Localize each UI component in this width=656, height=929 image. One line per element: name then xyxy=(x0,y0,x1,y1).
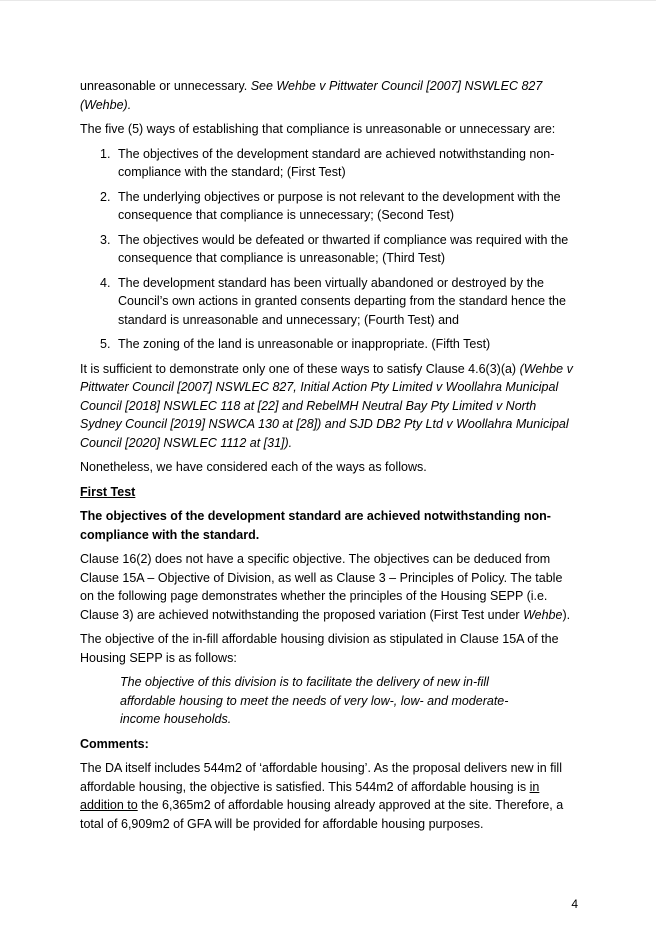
da-text-end: the 6,365m2 of affordable housing already approved at the site. Therefore, a total of 6,909m2 of GFA will be provided for affordable housing purposes. xyxy=(80,798,564,831)
paragraph-sufficient-citation xyxy=(80,360,578,453)
in-addition-to-emphasis: in addition to xyxy=(80,779,540,812)
test-list-item-5 xyxy=(80,335,578,354)
list-number: 1. xyxy=(100,146,111,161)
clause16-text: Clause 16(2) does not have a specific objective. The objectives can be deduced from Clause 15A – Objective of Division, as well as Clause 3 – Principles of Policy. The table on the following page demonstrates whether the principles of the Housing SEPP (i.e. Clause 3) are achieved notwithstanding the proposed variation (First Test under xyxy=(80,552,563,622)
paragraph-nonetheless: Nonetheless, we have considered each of the ways as follows. xyxy=(80,460,427,474)
list-item-text: The objectives of the development standard are achieved notwithstanding non-compliance with the standard; (First Test) xyxy=(118,146,555,179)
page-number: 4 xyxy=(571,896,578,911)
heading-first-test: First Test xyxy=(80,484,136,499)
sufficient-text: It is sufficient to demonstrate only one of these ways to satisfy Clause 4.6(3)(a) xyxy=(80,361,520,376)
wehbe-reference: Wehbe xyxy=(523,607,563,622)
test-list-item-2 xyxy=(80,188,578,225)
intro-text: unreasonable or unnecessary. xyxy=(80,79,251,93)
paragraph-five-ways: The five (5) ways of establishing that compliance is unreasonable or unnecessary are: xyxy=(80,122,556,136)
test-list-item-3 xyxy=(80,231,578,268)
list-number: 2. xyxy=(100,189,111,204)
test-list-item-1 xyxy=(80,145,578,182)
list-item-text: The objectives would be defeated or thwarted if compliance was required with the consequence that compliance is unreasonable; (Third Test) xyxy=(118,232,569,265)
list-number: 4. xyxy=(100,275,111,290)
paragraph-intro-citation xyxy=(80,77,578,114)
list-item-text: The zoning of the land is unreasonable or inappropriate. (Fifth Test) xyxy=(118,337,491,351)
case-citations: (Wehbe v Pittwater Council [2007] NSWLEC 827, Initial Action Pty Limited v Woollahra Municipal Council [2018] NSWLEC 118 at [22] and RebelMH Neutral Bay Pty Limited v North Sydney Council [2019] NSWCA 130 at [28]) and SJD DB2 Pty Ltd v Woollahra Municipal Council [2020] NSWLEC 1112 at [31]). xyxy=(80,361,573,450)
document-content xyxy=(80,77,578,839)
list-item-text: The underlying objectives or purpose is not relevant to the development with the consequence that compliance is unnecessary; (Second Test) xyxy=(118,189,561,222)
clause16-text-end: ). xyxy=(562,607,571,622)
block-quote-objective: The objective of this division is to facilitate the delivery of new in-fill affordable housing to meet the needs of very low-, low- and moderate-income households. xyxy=(120,675,509,726)
wehbe-citation: See Wehbe v Pittwater Council [2007] NSWLEC 827 (Wehbe). xyxy=(80,79,543,112)
paragraph-da-comments xyxy=(80,759,578,833)
heading-comments: Comments: xyxy=(80,736,149,751)
list-number: 3. xyxy=(100,232,111,247)
list-number: 5. xyxy=(100,337,111,351)
paragraph-clause16 xyxy=(80,550,578,624)
heading-objectives: The objectives of the development standard are achieved notwithstanding non-compliance with the standard. xyxy=(80,509,551,542)
da-text: The DA itself includes 544m2 of ‘affordable housing’. As the proposal delivers new in fill affordable housing, the objective is satisfied. This 544m2 of affordable housing is xyxy=(80,761,562,794)
paragraph-objective-infill: The objective of the in-fill affordable housing division as stipulated in Clause 15A of the Housing SEPP is as follows: xyxy=(80,632,559,665)
test-list-item-4 xyxy=(80,274,578,330)
list-item-text: The development standard has been virtually abandoned or destroyed by the Council’s own actions in granted consents departing from the standard hence the standard is unreasonable and unnecessary; (Fourth Test) and xyxy=(118,275,566,327)
